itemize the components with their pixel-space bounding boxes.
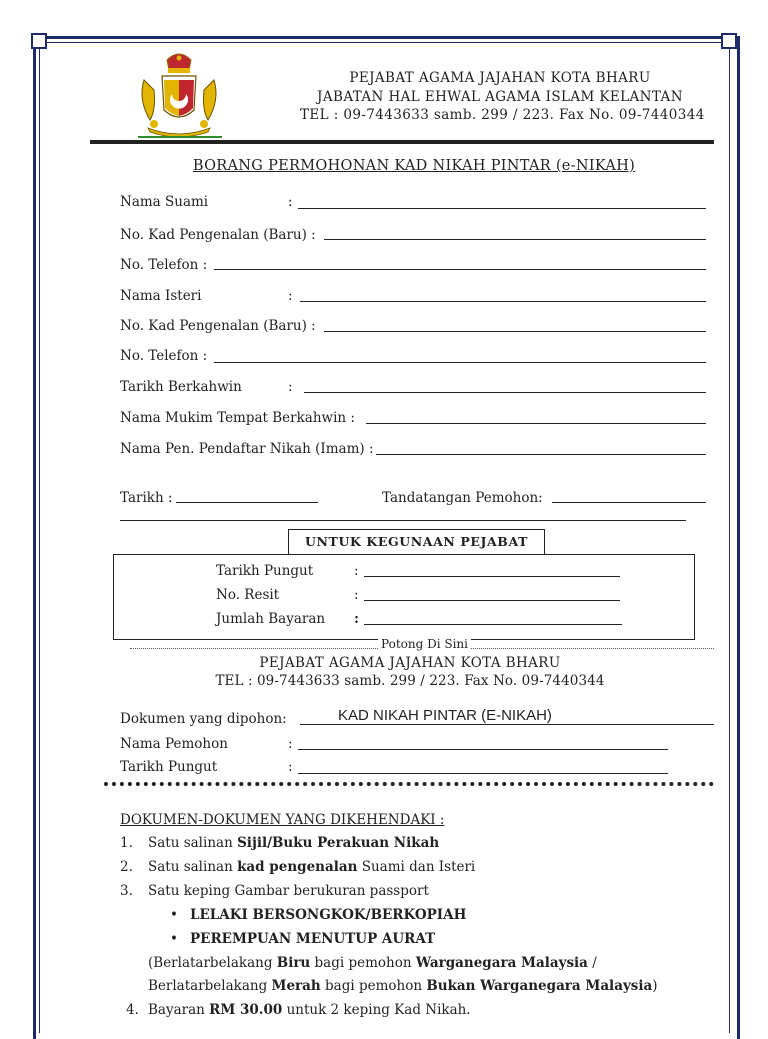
background-note-2: Berlatarbelakang Merah bagi pemohon Bukan Warganegara Malaysia) <box>148 978 658 994</box>
marriage-date-field[interactable] <box>304 392 706 393</box>
marriage-date-label: Tarikh Berkahwin <box>120 379 242 395</box>
slip-pickup-field[interactable] <box>298 773 668 774</box>
husband-ic-field[interactable] <box>324 239 706 240</box>
office-use-box <box>113 554 695 640</box>
husband-name-colon: : <box>288 194 293 210</box>
requirement-3-bullet-2: PEREMPUAN MENUTUP AURAT <box>190 931 436 947</box>
section-separator <box>104 782 714 786</box>
requirement-4: Bayaran RM 30.00 untuk 2 keping Kad Nikah. <box>148 1002 471 1018</box>
marriage-mukim-label: Nama Mukim Tempat Berkahwin : <box>120 410 355 426</box>
office-pickup-date-label: Tarikh Pungut <box>216 563 314 579</box>
slip-applicant-colon: : <box>288 736 293 752</box>
wife-phone-field[interactable] <box>214 362 706 363</box>
header-office-name: PEJABAT AGAMA JAJAHAN KOTA BHARU <box>349 70 651 86</box>
signature-label: Tandatangan Pemohon: <box>382 490 543 506</box>
frame-corner-left <box>31 33 47 49</box>
imam-name-label: Nama Pen. Pendaftar Nikah (Imam) : <box>120 441 374 457</box>
office-amount-field[interactable] <box>364 624 622 625</box>
frame-corner-right <box>721 33 737 49</box>
slip-document-value: KAD NIKAH PINTAR (E-NIKAH) <box>338 707 552 724</box>
header-department: JABATAN HAL EHWAL AGAMA ISLAM KELANTAN <box>317 89 683 105</box>
wife-phone-label: No. Telefon : <box>120 348 208 364</box>
requirement-3-number: 3. <box>120 883 133 899</box>
bullet-icon: • <box>170 931 178 947</box>
requirement-1: Satu salinan Sijil/Buku Perakuan Nikah <box>148 835 440 851</box>
husband-ic-label: No. Kad Pengenalan (Baru) : <box>120 227 316 243</box>
requirement-2: Satu salinan kad pengenalan Suami dan Isteri <box>148 859 476 875</box>
date-field[interactable] <box>176 502 318 503</box>
office-pickup-date-field[interactable] <box>364 576 620 577</box>
office-amount-colon: : <box>354 611 359 627</box>
office-receipt-colon: : <box>354 587 359 603</box>
requirement-1-number: 1. <box>120 835 133 851</box>
header-contact: TEL : 09-7443633 samb. 299 / 223. Fax No. 09-7440344 <box>300 107 705 123</box>
slip-pickup-label: Tarikh Pungut <box>120 759 218 775</box>
slip-contact: TEL : 09-7443633 samb. 299 / 223. Fax No. 09-7440344 <box>215 673 605 689</box>
marriage-mukim-field[interactable] <box>366 423 706 424</box>
husband-name-label: Nama Suami <box>120 194 209 210</box>
wife-ic-label: No. Kad Pengenalan (Baru) : <box>120 318 316 334</box>
slip-document-field[interactable] <box>300 724 714 725</box>
kelantan-crest-icon <box>134 50 224 142</box>
cut-label: Potong Di Sini <box>378 637 471 651</box>
date-label: Tarikh : <box>120 490 173 506</box>
marriage-date-colon: : <box>288 379 293 395</box>
office-use-heading: UNTUK KEGUNAAN PEJABAT <box>305 534 528 549</box>
office-use-heading-box <box>288 529 545 555</box>
background-note-1: (Berlatarbelakang Biru bagi pemohon Warganegara Malaysia / <box>148 955 597 971</box>
requirement-3-bullet-1: LELAKI BERSONGKOK/BERKOPIAH <box>190 907 467 923</box>
form-title: BORANG PERMOHONAN KAD NIKAH PINTAR (e-NIKAH) <box>192 158 636 174</box>
bullet-icon: • <box>170 907 178 923</box>
husband-phone-field[interactable] <box>214 269 706 270</box>
slip-applicant-label: Nama Pemohon <box>120 736 228 752</box>
wife-name-colon: : <box>288 288 293 304</box>
office-pickup-date-colon: : <box>354 563 359 579</box>
wife-ic-field[interactable] <box>324 331 706 332</box>
husband-phone-label: No. Telefon : <box>120 257 208 273</box>
slip-document-label: Dokumen yang dipohon: <box>120 711 287 727</box>
form-end-rule <box>120 520 686 521</box>
signature-field[interactable] <box>552 502 706 503</box>
slip-office-name: PEJABAT AGAMA JAJAHAN KOTA BHARU <box>259 655 561 671</box>
slip-pickup-colon: : <box>288 759 293 775</box>
requirement-2-number: 2. <box>120 859 133 875</box>
header-divider <box>90 140 714 144</box>
requirement-4-number: 4. <box>126 1002 139 1018</box>
requirements-heading: DOKUMEN-DOKUMEN YANG DIKEHENDAKI : <box>120 812 445 828</box>
office-receipt-field[interactable] <box>364 600 620 601</box>
office-amount-label: Jumlah Bayaran <box>216 611 326 627</box>
requirement-3: Satu keping Gambar berukuran passport <box>148 883 429 899</box>
wife-name-field[interactable] <box>300 301 706 302</box>
wife-name-label: Nama Isteri <box>120 288 202 304</box>
slip-applicant-field[interactable] <box>298 749 668 750</box>
office-receipt-label: No. Resit <box>216 587 280 603</box>
imam-name-field[interactable] <box>376 454 706 455</box>
husband-name-field[interactable] <box>298 208 706 209</box>
